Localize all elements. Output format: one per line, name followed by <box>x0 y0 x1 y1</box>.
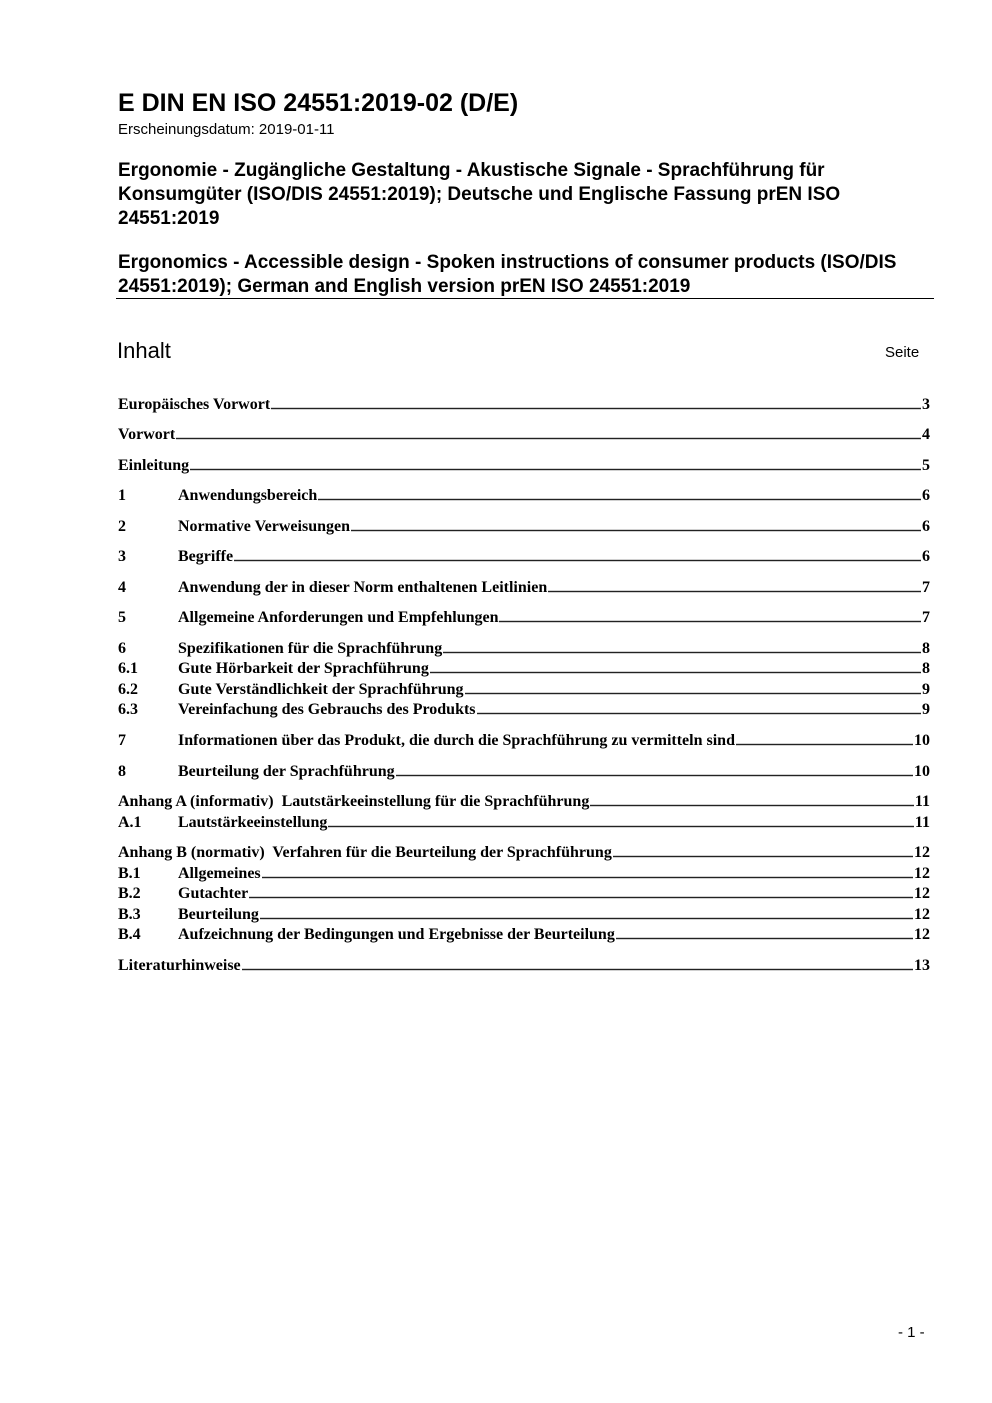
toc-dot-leader <box>234 559 921 562</box>
toc-entry[interactable] <box>118 956 930 976</box>
document-title: E DIN EN ISO 24551:2019-02 (D/E) <box>118 89 519 117</box>
toc-entry[interactable] <box>118 517 930 537</box>
toc-entry[interactable] <box>118 762 930 782</box>
toc-entry-page: 4 <box>922 426 930 443</box>
toc-dot-leader <box>465 692 921 695</box>
toc-entry[interactable] <box>118 456 930 476</box>
toc-entry-page: 8 <box>922 640 930 657</box>
toc-entry-number: A.1 <box>118 814 142 831</box>
toc-entry[interactable] <box>118 700 930 720</box>
toc-entry[interactable] <box>118 843 930 863</box>
toc-entry[interactable] <box>118 680 930 700</box>
toc-entry-title: Beurteilung der Sprachführung <box>178 763 395 780</box>
title-divider <box>116 298 934 299</box>
toc-entry[interactable] <box>118 608 930 628</box>
toc-dot-leader <box>396 774 913 777</box>
toc-entry-page: 8 <box>922 660 930 677</box>
toc-entry[interactable] <box>118 639 930 659</box>
title-german: Ergonomie - Zugängliche Gestaltung - Akustische Signale - Sprachführung für Konsumgüter (ISO/DIS 24551:2019); Deutsche und Englische Fassung prEN ISO 24551:2019 <box>118 160 841 229</box>
toc-entry-page: 12 <box>914 865 930 882</box>
toc-entry-title: Europäisches Vorwort <box>118 396 271 413</box>
toc-entry-page: 9 <box>922 681 930 698</box>
toc-entry[interactable] <box>118 547 930 567</box>
toc-entry-page: 10 <box>914 732 930 749</box>
toc-entry[interactable] <box>118 864 930 884</box>
toc-entry-number: 4 <box>118 579 126 596</box>
toc-entry-title: Aufzeichnung der Bedingungen und Ergebnisse der Beurteilung <box>178 926 615 943</box>
toc-entry-page: 13 <box>914 957 930 974</box>
toc-entry-page: 6 <box>922 487 930 504</box>
toc-entry-title: Vorwort <box>118 426 176 443</box>
toc-entry-title: Gute Verständlichkeit der Sprachführung <box>178 681 464 698</box>
toc-entry-page: 12 <box>914 926 930 943</box>
toc-dot-leader <box>190 468 921 471</box>
toc-entry-page: 3 <box>922 396 930 413</box>
toc-entry[interactable] <box>118 425 930 445</box>
toc-entry-page: 10 <box>914 763 930 780</box>
toc-entry-number: 1 <box>118 487 126 504</box>
toc-entry-title: Vereinfachung des Gebrauchs des Produkts <box>178 701 476 718</box>
toc-entry-number: B.4 <box>118 926 141 943</box>
toc-entry-page: 11 <box>914 814 930 831</box>
toc-entry-page: 12 <box>914 885 930 902</box>
toc-dot-leader <box>351 529 921 532</box>
toc-entry-number: B.3 <box>118 906 141 923</box>
publication-date: Erscheinungsdatum: 2019-01-11 <box>118 121 335 138</box>
toc-entry-page: 7 <box>922 609 930 626</box>
toc-entry-number: B.2 <box>118 885 141 902</box>
toc-entry-title: Allgemeine Anforderungen und Empfehlungen <box>178 609 499 626</box>
toc-dot-leader <box>443 651 921 654</box>
toc-entry-number: 5 <box>118 609 126 626</box>
toc-entry-number: 6.2 <box>118 681 138 698</box>
toc-entry-title: Anwendung der in dieser Norm enthaltenen Leitlinien <box>178 579 548 596</box>
toc-entry-number: 8 <box>118 763 126 780</box>
toc-dot-leader <box>260 917 913 920</box>
toc-entry[interactable] <box>118 925 930 945</box>
toc-entry-page: 6 <box>922 548 930 565</box>
toc-dot-leader <box>176 437 921 440</box>
toc-entry-title: Spezifikationen für die Sprachführung <box>178 640 443 657</box>
page-number: - 1 - <box>898 1324 925 1341</box>
toc-entry[interactable] <box>118 578 930 598</box>
toc-heading: Inhalt <box>117 338 171 363</box>
toc-entry-title: Normative Verweisungen <box>178 518 350 535</box>
toc-entry-number: 6.3 <box>118 701 138 718</box>
toc-entry-title: Begriffe <box>178 548 234 565</box>
toc-dot-leader <box>328 825 914 828</box>
toc-entry[interactable] <box>118 731 930 751</box>
toc-dot-leader <box>262 876 913 879</box>
toc-dot-leader <box>616 937 913 940</box>
toc-entry-title: Literaturhinweise <box>118 957 241 974</box>
toc-dot-leader <box>430 671 921 674</box>
toc-entry[interactable] <box>118 792 930 812</box>
toc-dot-leader <box>477 712 921 715</box>
toc-entry-number: 6.1 <box>118 660 138 677</box>
toc-dot-leader <box>242 968 913 971</box>
toc-dot-leader <box>499 620 921 623</box>
toc-entry-page: 9 <box>922 701 930 718</box>
toc-entry[interactable] <box>118 659 930 679</box>
toc-entry[interactable] <box>118 884 930 904</box>
toc-entry-title: Gute Hörbarkeit der Sprachführung <box>178 660 429 677</box>
toc-entry-page: 7 <box>922 579 930 596</box>
toc-entry-page: 12 <box>914 844 930 861</box>
toc-entry-title: Gutachter <box>178 885 249 902</box>
toc-dot-leader <box>613 855 913 858</box>
toc-entry-title: Anhang B (normativ) Verfahren für die Beurteilung der Sprachführung <box>118 844 612 861</box>
toc-entry-page: 6 <box>922 518 930 535</box>
toc-page-column-label: Seite <box>885 344 920 361</box>
toc-dot-leader <box>736 743 913 746</box>
toc-entry-number: 7 <box>118 732 126 749</box>
toc-entry[interactable] <box>118 813 930 833</box>
toc-dot-leader <box>271 407 921 410</box>
toc-dot-leader <box>590 804 914 807</box>
toc-entry-title: Anwendungsbereich <box>178 487 318 504</box>
toc-entry-number: 3 <box>118 548 126 565</box>
toc-entry-title: Allgemeines <box>178 865 261 882</box>
toc-entry[interactable] <box>118 905 930 925</box>
toc-dot-leader <box>249 896 913 899</box>
toc-entry-page: 5 <box>922 457 930 474</box>
toc-entry-title: Lautstärkeeinstellung <box>178 814 328 831</box>
toc-entry-page: 11 <box>914 793 930 810</box>
toc-entry-title: Anhang A (informativ) Lautstärkeeinstellung für die Sprachführung <box>118 793 590 810</box>
toc-entry[interactable] <box>118 395 930 415</box>
toc-entry-page: 12 <box>914 906 930 923</box>
toc-entry[interactable] <box>118 486 930 506</box>
toc-entry-title: Einleitung <box>118 457 190 474</box>
toc-entry-number: B.1 <box>118 865 141 882</box>
toc-entry-title: Beurteilung <box>178 906 259 923</box>
toc-entry-number: 2 <box>118 518 126 535</box>
toc-dot-leader <box>318 498 921 501</box>
title-english: Ergonomics - Accessible design - Spoken instructions of consumer products (ISO/DIS 24551:2019); German and English version prEN ISO 24551:2019 <box>118 252 897 297</box>
toc-dot-leader <box>548 590 921 593</box>
toc-entry-number: 6 <box>118 640 126 657</box>
toc-entry-title: Informationen über das Produkt, die durch die Sprachführung zu vermitteln sind <box>178 732 735 749</box>
